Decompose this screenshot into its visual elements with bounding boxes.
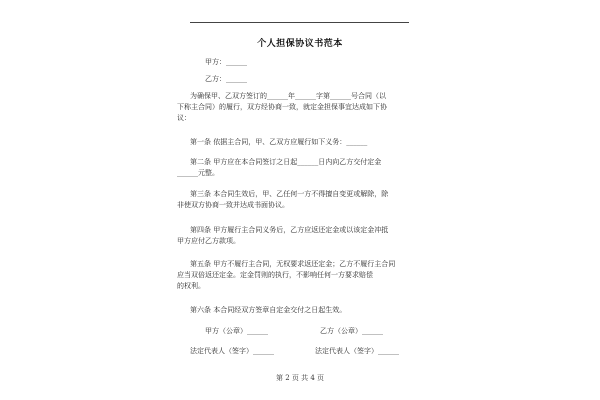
article-4-line-2: 甲方应付乙方款项。	[177, 237, 240, 245]
intro-line-1: 为确保甲、乙双方签订的______年______字第______号合同（以	[190, 92, 386, 100]
party-b-seal: 乙方（公章）______	[320, 327, 383, 335]
intro-line-2: 下称主合同）的履行，双方经协商一致，就定金担保事宜达成如下协	[177, 103, 387, 111]
article-5-line-1: 第五条 甲方不履行主合同，无权要求返还定金；乙方不履行主合同	[190, 260, 396, 268]
party-b-line: 乙方：______	[205, 75, 247, 83]
party-a-representative: 法定代表人（签字）______	[190, 347, 274, 355]
article-3-line-1: 第三条 本合同生效后，甲、乙任何一方不得擅自变更或解除，除	[190, 190, 389, 198]
party-b-representative: 法定代表人（签字）______	[315, 347, 399, 355]
document-title: 个人担保协议书范本	[257, 39, 343, 49]
article-1-line-1: 第一条 依据主合同，甲、乙双方应履行如下义务：______	[190, 138, 368, 146]
article-5-line-2: 应当双倍返还定金。定金罚则的执行，不影响任何一方要求赔偿	[177, 271, 373, 279]
article-3-line-2: 非使双方协商一致并达成书面协议。	[177, 201, 289, 209]
article-2-line-1: 第二条 甲方应在本合同签订之日起______日内向乙方交付定金	[190, 158, 382, 166]
page-number: 第 2 页 共 4 页	[275, 374, 325, 382]
article-6-line-1: 第六条 本合同经双方签章自定金交付之日起生效。	[190, 306, 347, 314]
article-4-line-1: 第四条 甲方履行主合同义务后，乙方应返还定金或以该定金冲抵	[190, 226, 389, 234]
article-5-line-3: 的权利。	[177, 282, 205, 290]
intro-line-3: 议：	[177, 114, 191, 122]
header-rule	[190, 22, 409, 23]
party-a-seal: 甲方（公章）______	[205, 327, 268, 335]
article-2-line-2: ______元整。	[177, 169, 219, 177]
party-a-line: 甲方：______	[205, 58, 247, 66]
